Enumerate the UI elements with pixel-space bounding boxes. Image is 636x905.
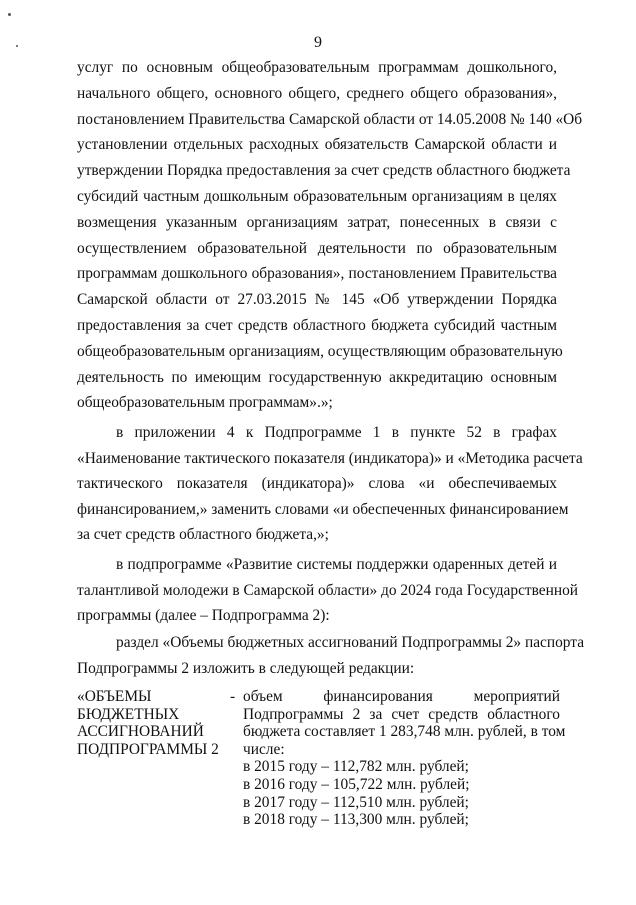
paragraph1-line: субсидий частным дошкольным образовательным организациям в целях: [77, 188, 557, 205]
paragraph1-line: деятельность по имеющим государственную аккредитацию основным: [77, 368, 557, 386]
paragraph1-line: установлении отдельных расходных обязательств Самарской области и: [77, 136, 557, 154]
paragraph2-line: за счет средств областного бюджета,»;: [77, 526, 329, 543]
scan-speck: [8, 13, 11, 16]
page-number: 9: [314, 34, 322, 51]
value-line: числе:: [243, 740, 285, 758]
value-line: объем финансирования мероприятий: [243, 688, 560, 705]
label-line: ПОДПРОГРАММЫ 2: [77, 740, 219, 758]
label-line: АССИГНОВАНИЙ: [77, 723, 204, 741]
paragraph1-line: утверждении Порядка предоставления за счет средств областного бюджета: [77, 162, 571, 180]
value-line: бюджета составляет 1 283,748 млн. рублей, в том: [243, 723, 566, 741]
paragraph1-line: Самарской области от 27.03.2015 № 145 «Об утверждении Порядка: [77, 291, 557, 309]
paragraph1-line: общеобразовательным организациям, осуществляющим образовательную: [77, 342, 563, 360]
year-line: в 2016 году – 105,722 млн. рублей;: [243, 775, 470, 793]
label-line: БЮДЖЕТНЫХ: [77, 705, 180, 723]
paragraph4-line: Подпрограммы 2 изложить в следующей редакции:: [77, 659, 415, 677]
paragraph1-line: начального общего, основного общего, среднего общего образования»,: [77, 84, 557, 102]
budget-table-value: [243, 688, 566, 829]
paragraph1-line: предоставления за счет средств областного бюджета субсидий частным: [77, 317, 557, 334]
paragraph1-line: осуществлением образовательной деятельности по образовательным: [77, 239, 557, 257]
paragraph3-line: в подпрограмме «Развитие системы поддержки одаренных детей и: [116, 556, 557, 573]
paragraph1-line: возмещения указанным организациям затрат, понесенных в связи с: [77, 213, 557, 231]
budget-table-label: [77, 688, 237, 758]
label-line: «ОБЪЕМЫ: [77, 688, 152, 705]
paragraph2-line: финансированием,» заменить словами «и обеспеченных финансированием: [77, 500, 569, 518]
year-line: в 2017 году – 112,510 млн. рублей;: [243, 793, 469, 811]
paragraph3-line: программы (далее – Подпрограмма 2):: [77, 607, 330, 624]
paragraph1-line: постановлением Правительства Самарской области от 14.05.2008 № 140 «Об: [77, 110, 583, 128]
paragraph1-line: услуг по основным общеобразовательным программам дошкольного,: [77, 59, 557, 76]
paragraph2-line: в приложении 4 к Подпрограмме 1 в пункте 52 в графах: [116, 424, 557, 441]
paragraph2-line: тактического показателя (индикатора)» слова «и обеспечиваемых: [77, 475, 557, 492]
paragraph2-line: «Наименование тактического показателя (индикатора)» и «Методика расчета: [77, 449, 583, 467]
paragraph3-line: талантливой молодежи в Самарской области» до 2024 года Государственной: [77, 581, 579, 599]
year-line: в 2015 году – 112,782 млн. рублей;: [243, 758, 469, 776]
year-line: в 2018 году – 113,300 млн. рублей;: [243, 811, 469, 829]
table-dash: -: [230, 688, 236, 705]
paragraph4-line: раздел «Объемы бюджетных ассигнований Подпрограммы 2» паспорта: [116, 634, 585, 651]
paragraph1-line: общеобразовательным программам».»;: [77, 394, 333, 412]
paragraph1-line: программам дошкольного образования», постановлением Правительства: [77, 265, 557, 283]
value-line: Подпрограммы 2 за счет средств областного: [243, 705, 560, 723]
